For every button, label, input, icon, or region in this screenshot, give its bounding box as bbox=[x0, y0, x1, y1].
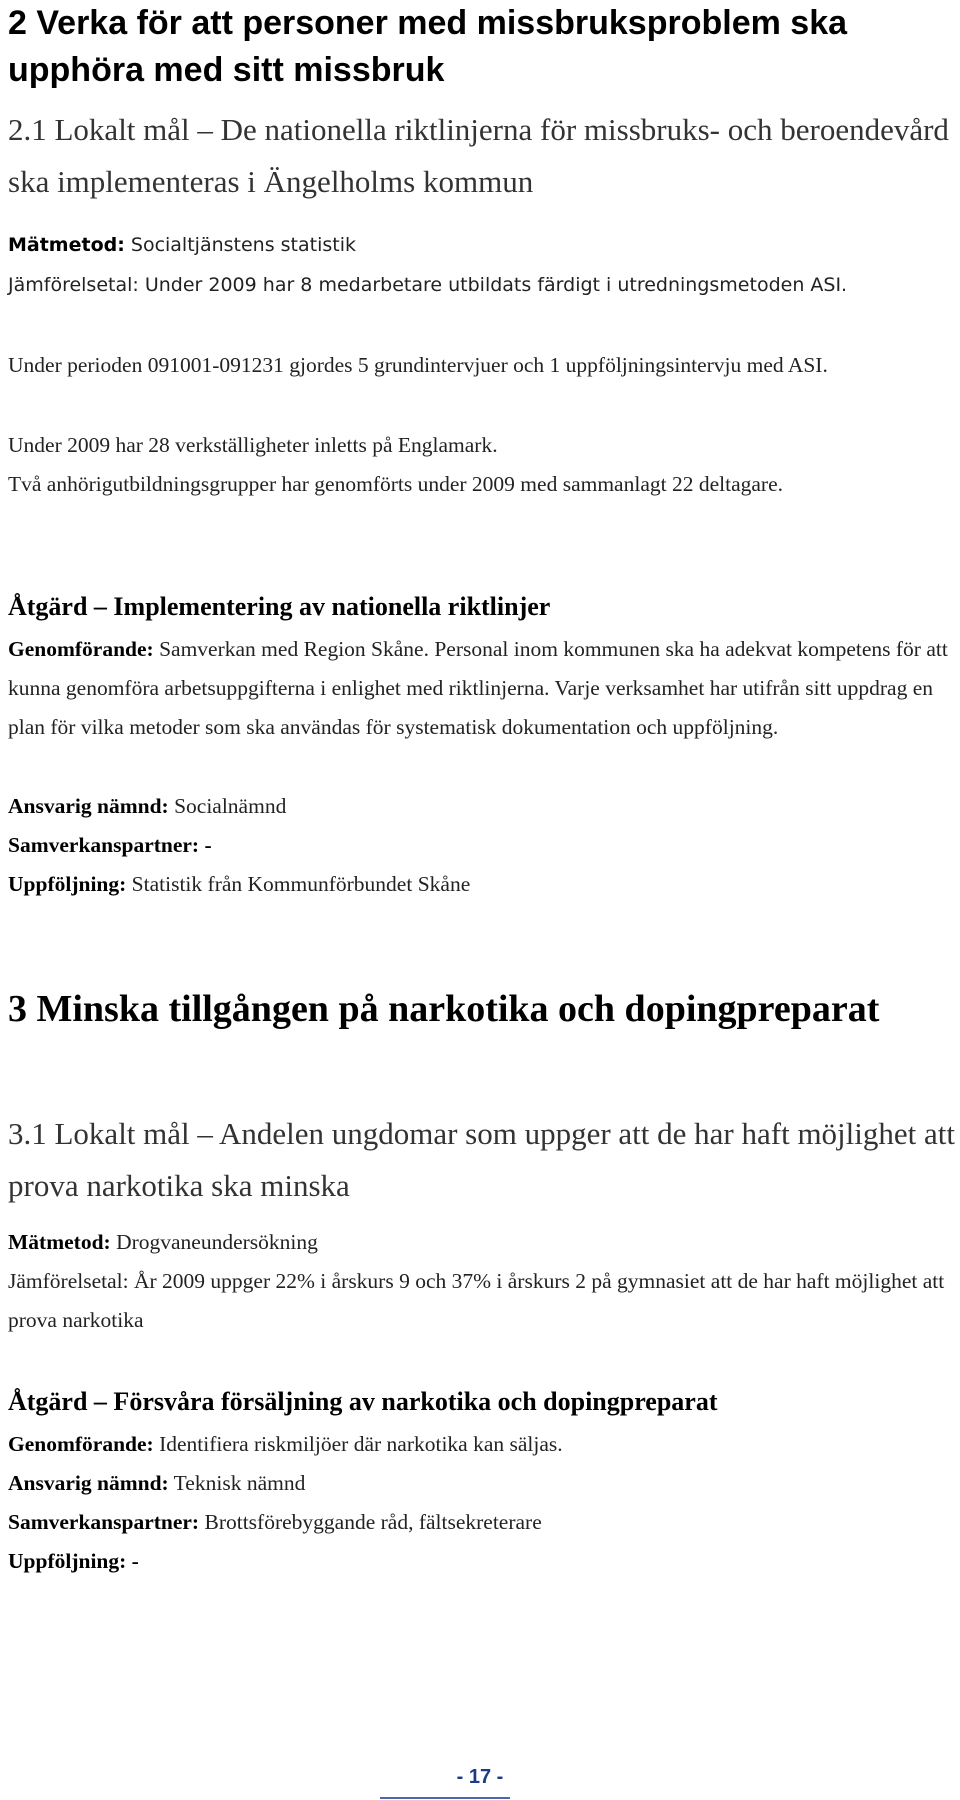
implementation-value: Identifiera riskmiljöer där narkotika kan säljas. bbox=[153, 1432, 563, 1456]
page-number: - 17 - bbox=[456, 1766, 504, 1788]
partners-value: Brottsförebyggande råd, fältsekreterare bbox=[199, 1510, 542, 1534]
followup-label: Uppföljning: bbox=[8, 872, 127, 896]
goal-3-1-heading: 3.1 Lokalt mål – Andelen ungdomar som uppger att de har haft möjlighet att prova narkotika ska minska bbox=[8, 1116, 955, 1203]
comparison-text-3: Jämförelsetal: År 2009 uppger 22% i årskurs 9 och 37% i årskurs 2 på gymnasiet att de har haft möjlighet att prova narkotika bbox=[8, 1269, 945, 1332]
method-value: Drogvaneundersökning bbox=[110, 1230, 318, 1254]
implementation-label: Genomförande: bbox=[8, 1432, 154, 1456]
followup-2 bbox=[8, 865, 958, 904]
goal-2-1-heading: 2.1 Lokalt mål – De nationella riktlinjerna för missbruks- och beroendevård ska implementeras i Ängelholms kommun bbox=[8, 112, 949, 199]
partners-label: Samverkanspartner: bbox=[8, 1510, 200, 1534]
action-3-heading: Åtgärd – Försvåra försäljning av narkotika och dopingpreparat bbox=[8, 1387, 718, 1416]
followup-3 bbox=[8, 1542, 958, 1581]
implementation-value: Samverkan med Region Skåne. Personal inom kommunen ska ha adekvat kompetens för att kunna genomföra arbetsuppgifterna i enlighet med riktlinjerna. Varje verksamhet har utifrån sitt uppdrag en plan för vilka metoder som ska användas för systematisk dokumentation och uppföljning. bbox=[8, 637, 948, 739]
partners-2 bbox=[8, 826, 958, 865]
method-label: Mätmetod: bbox=[8, 1230, 111, 1254]
board-label: Ansvarig nämnd: bbox=[8, 794, 169, 818]
section-3-heading: 3 Minska tillgången på narkotika och dopingpreparat bbox=[8, 988, 880, 1030]
board-label: Ansvarig nämnd: bbox=[8, 1471, 169, 1495]
followup-value: Statistik från Kommunförbundet Skåne bbox=[126, 872, 471, 896]
footer-underline bbox=[380, 1797, 510, 1799]
paragraph-relative-training: Två anhörigutbildningsgrupper har genomförts under 2009 med sammanlagt 22 deltagare. bbox=[8, 472, 783, 496]
partners-label: Samverkanspartner: - bbox=[8, 833, 212, 857]
method-line bbox=[8, 228, 958, 262]
implementation-2 bbox=[8, 630, 958, 747]
comparison-text: Jämförelsetal: Under 2009 har 8 medarbetare utbildats färdigt i utredningsmetoden ASI. bbox=[8, 274, 848, 296]
board-value: Socialnämnd bbox=[168, 794, 287, 818]
implementation-3 bbox=[8, 1425, 958, 1464]
section-2-heading: 2 Verka för att personer med missbruksproblem ska upphöra med sitt missbruk bbox=[8, 4, 848, 89]
responsible-board-3 bbox=[8, 1464, 958, 1503]
followup-label: Uppföljning: - bbox=[8, 1549, 139, 1573]
paragraph-asi-interviews: Under perioden 091001-091231 gjordes 5 grundintervjuer och 1 uppföljningsintervju med ASI. bbox=[8, 353, 828, 377]
board-value: Teknisk nämnd bbox=[168, 1471, 306, 1495]
action-2-heading: Åtgärd – Implementering av nationella riktlinjer bbox=[8, 592, 551, 621]
method-line-3 bbox=[8, 1223, 958, 1262]
partners-3 bbox=[8, 1503, 958, 1542]
paragraph-englamark: Under 2009 har 28 verkställigheter inletts på Englamark. bbox=[8, 433, 498, 457]
method-value: Socialtjänstens statistik bbox=[124, 234, 356, 256]
responsible-board-2 bbox=[8, 787, 958, 826]
method-label: Mätmetod: bbox=[8, 234, 125, 256]
implementation-label: Genomförande: bbox=[8, 637, 154, 661]
